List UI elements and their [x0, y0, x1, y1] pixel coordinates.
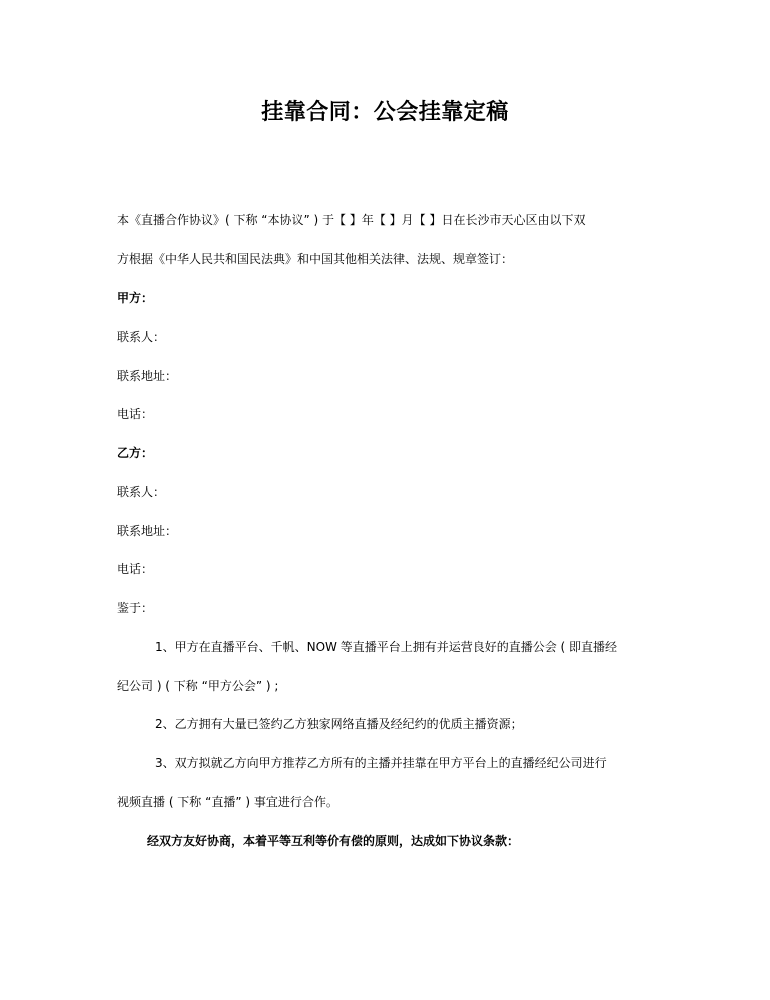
- recital-2-line-1: 2、乙方拥有大量已签约乙方独家网络直播及经纪约的优质主播资源；: [155, 717, 523, 731]
- intro-line-1: 本《直播合作协议》( 下称 “本协议” ) 于【 】年【 】月【 】日在长沙市天心区由以下双: [117, 213, 586, 227]
- document-title: 挂靠合同：公会挂靠定稿: [261, 100, 509, 125]
- intro-line-2: 方根据《中华人民共和国民法典》和中国其他相关法律、法规、规章签订：: [117, 252, 514, 266]
- party-a-phone-label: 电话：: [117, 407, 154, 421]
- whereas-label: 鉴于：: [117, 601, 154, 615]
- party-b-address-label: 联系地址：: [117, 524, 178, 538]
- recital-1-line-2: 纪公司 ) ( 下称 “甲方公会” ) ;: [117, 679, 279, 693]
- party-a-address-label: 联系地址：: [117, 369, 178, 383]
- agreement-statement: 经双方友好协商，本着平等互利等价有偿的原则，达成如下协议条款：: [147, 834, 520, 848]
- party-a-heading: 甲方：: [117, 291, 154, 305]
- party-b-phone-label: 电话：: [117, 562, 154, 576]
- recital-3-line-1: 3、双方拟就乙方向甲方推荐乙方所有的主播并挂靠在甲方平台上的直播经纪公司进行: [155, 756, 607, 770]
- recital-3-line-2: 视频直播 ( 下称 “直播” ) 事宜进行合作。: [117, 795, 338, 809]
- party-b-contact-label: 联系人：: [117, 485, 166, 499]
- party-b-heading: 乙方：: [117, 446, 154, 460]
- recital-1-line-1: 1、甲方在直播平台、千帆、NOW 等直播平台上拥有并运营良好的直播公会 ( 即直播经: [155, 640, 618, 654]
- party-a-contact-label: 联系人：: [117, 330, 166, 344]
